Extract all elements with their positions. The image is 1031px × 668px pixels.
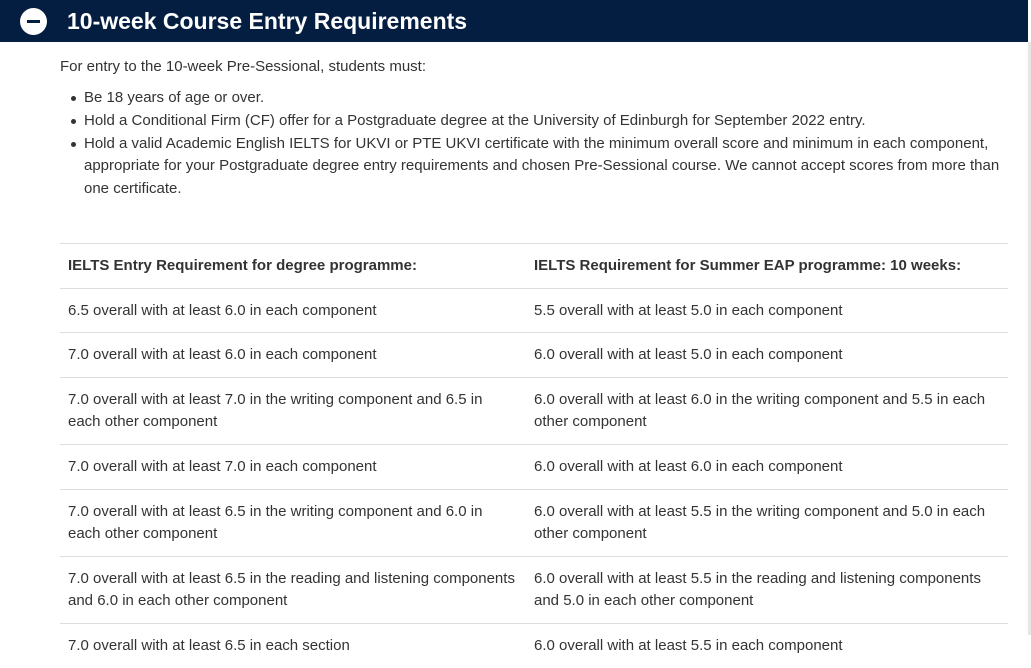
table-cell: 6.0 overall with at least 6.0 in the writing component and 5.5 in each other component [526, 377, 1008, 444]
list-item: Be 18 years of age or over. [84, 87, 1000, 110]
table-cell: 6.0 overall with at least 5.5 in the reading and listening components and 5.0 in each other component [526, 556, 1008, 623]
table-cell: 6.5 overall with at least 6.0 in each component [60, 288, 526, 333]
table-row [60, 333, 1008, 378]
table-header-row [60, 244, 1008, 289]
table-row [60, 489, 1008, 556]
accordion-header[interactable] [0, 0, 1028, 42]
list-item: Hold a valid Academic English IELTS for UKVI or PTE UKVI certificate with the minimum overall score and minimum in each component, appropriate for your Postgraduate degree entry requirements and chosen Pre-Sessional course. We cannot accept scores from more than one certificate. [84, 133, 1000, 201]
section-title: 10-week Course Entry Requirements [67, 7, 468, 34]
requirements-list [60, 87, 1000, 201]
table-cell: 7.0 overall with at least 6.0 in each component [60, 333, 526, 378]
list-item: Hold a Conditional Firm (CF) offer for a Postgraduate degree at the University of Edinburgh for September 2022 entry. [84, 110, 1000, 133]
accordion-content [60, 42, 1008, 654]
table-cell: 6.0 overall with at least 5.0 in each component [526, 333, 1008, 378]
table-cell: 7.0 overall with at least 6.5 in the reading and listening components and 6.0 in each other component [60, 556, 526, 623]
table-cell: 7.0 overall with at least 6.5 in each section [60, 623, 526, 667]
table-row [60, 288, 1008, 333]
table-cell: 6.0 overall with at least 6.0 in each component [526, 444, 1008, 489]
table-cell: 6.0 overall with at least 5.5 in the writing component and 5.0 in each other component [526, 489, 1008, 556]
table-row [60, 377, 1008, 444]
table-cell: 7.0 overall with at least 7.0 in the writing component and 6.5 in each other component [60, 377, 526, 444]
table-cell: 6.0 overall with at least 5.5 in each component [526, 623, 1008, 667]
ielts-requirements-table [60, 243, 1008, 668]
table-cell: 7.0 overall with at least 6.5 in the writing component and 6.0 in each other component [60, 489, 526, 556]
table-row [60, 556, 1008, 623]
column-header: IELTS Requirement for Summer EAP programme: 10 weeks: [526, 244, 1008, 289]
intro-text: For entry to the 10-week Pre-Sessional, students must: [60, 58, 426, 75]
table-cell: 5.5 overall with at least 5.0 in each component [526, 288, 1008, 333]
table-cell: 7.0 overall with at least 7.0 in each component [60, 444, 526, 489]
minus-circle-icon[interactable] [20, 8, 47, 35]
column-header: IELTS Entry Requirement for degree programme: [60, 244, 526, 289]
table-row [60, 444, 1008, 489]
table-row [60, 623, 1008, 667]
